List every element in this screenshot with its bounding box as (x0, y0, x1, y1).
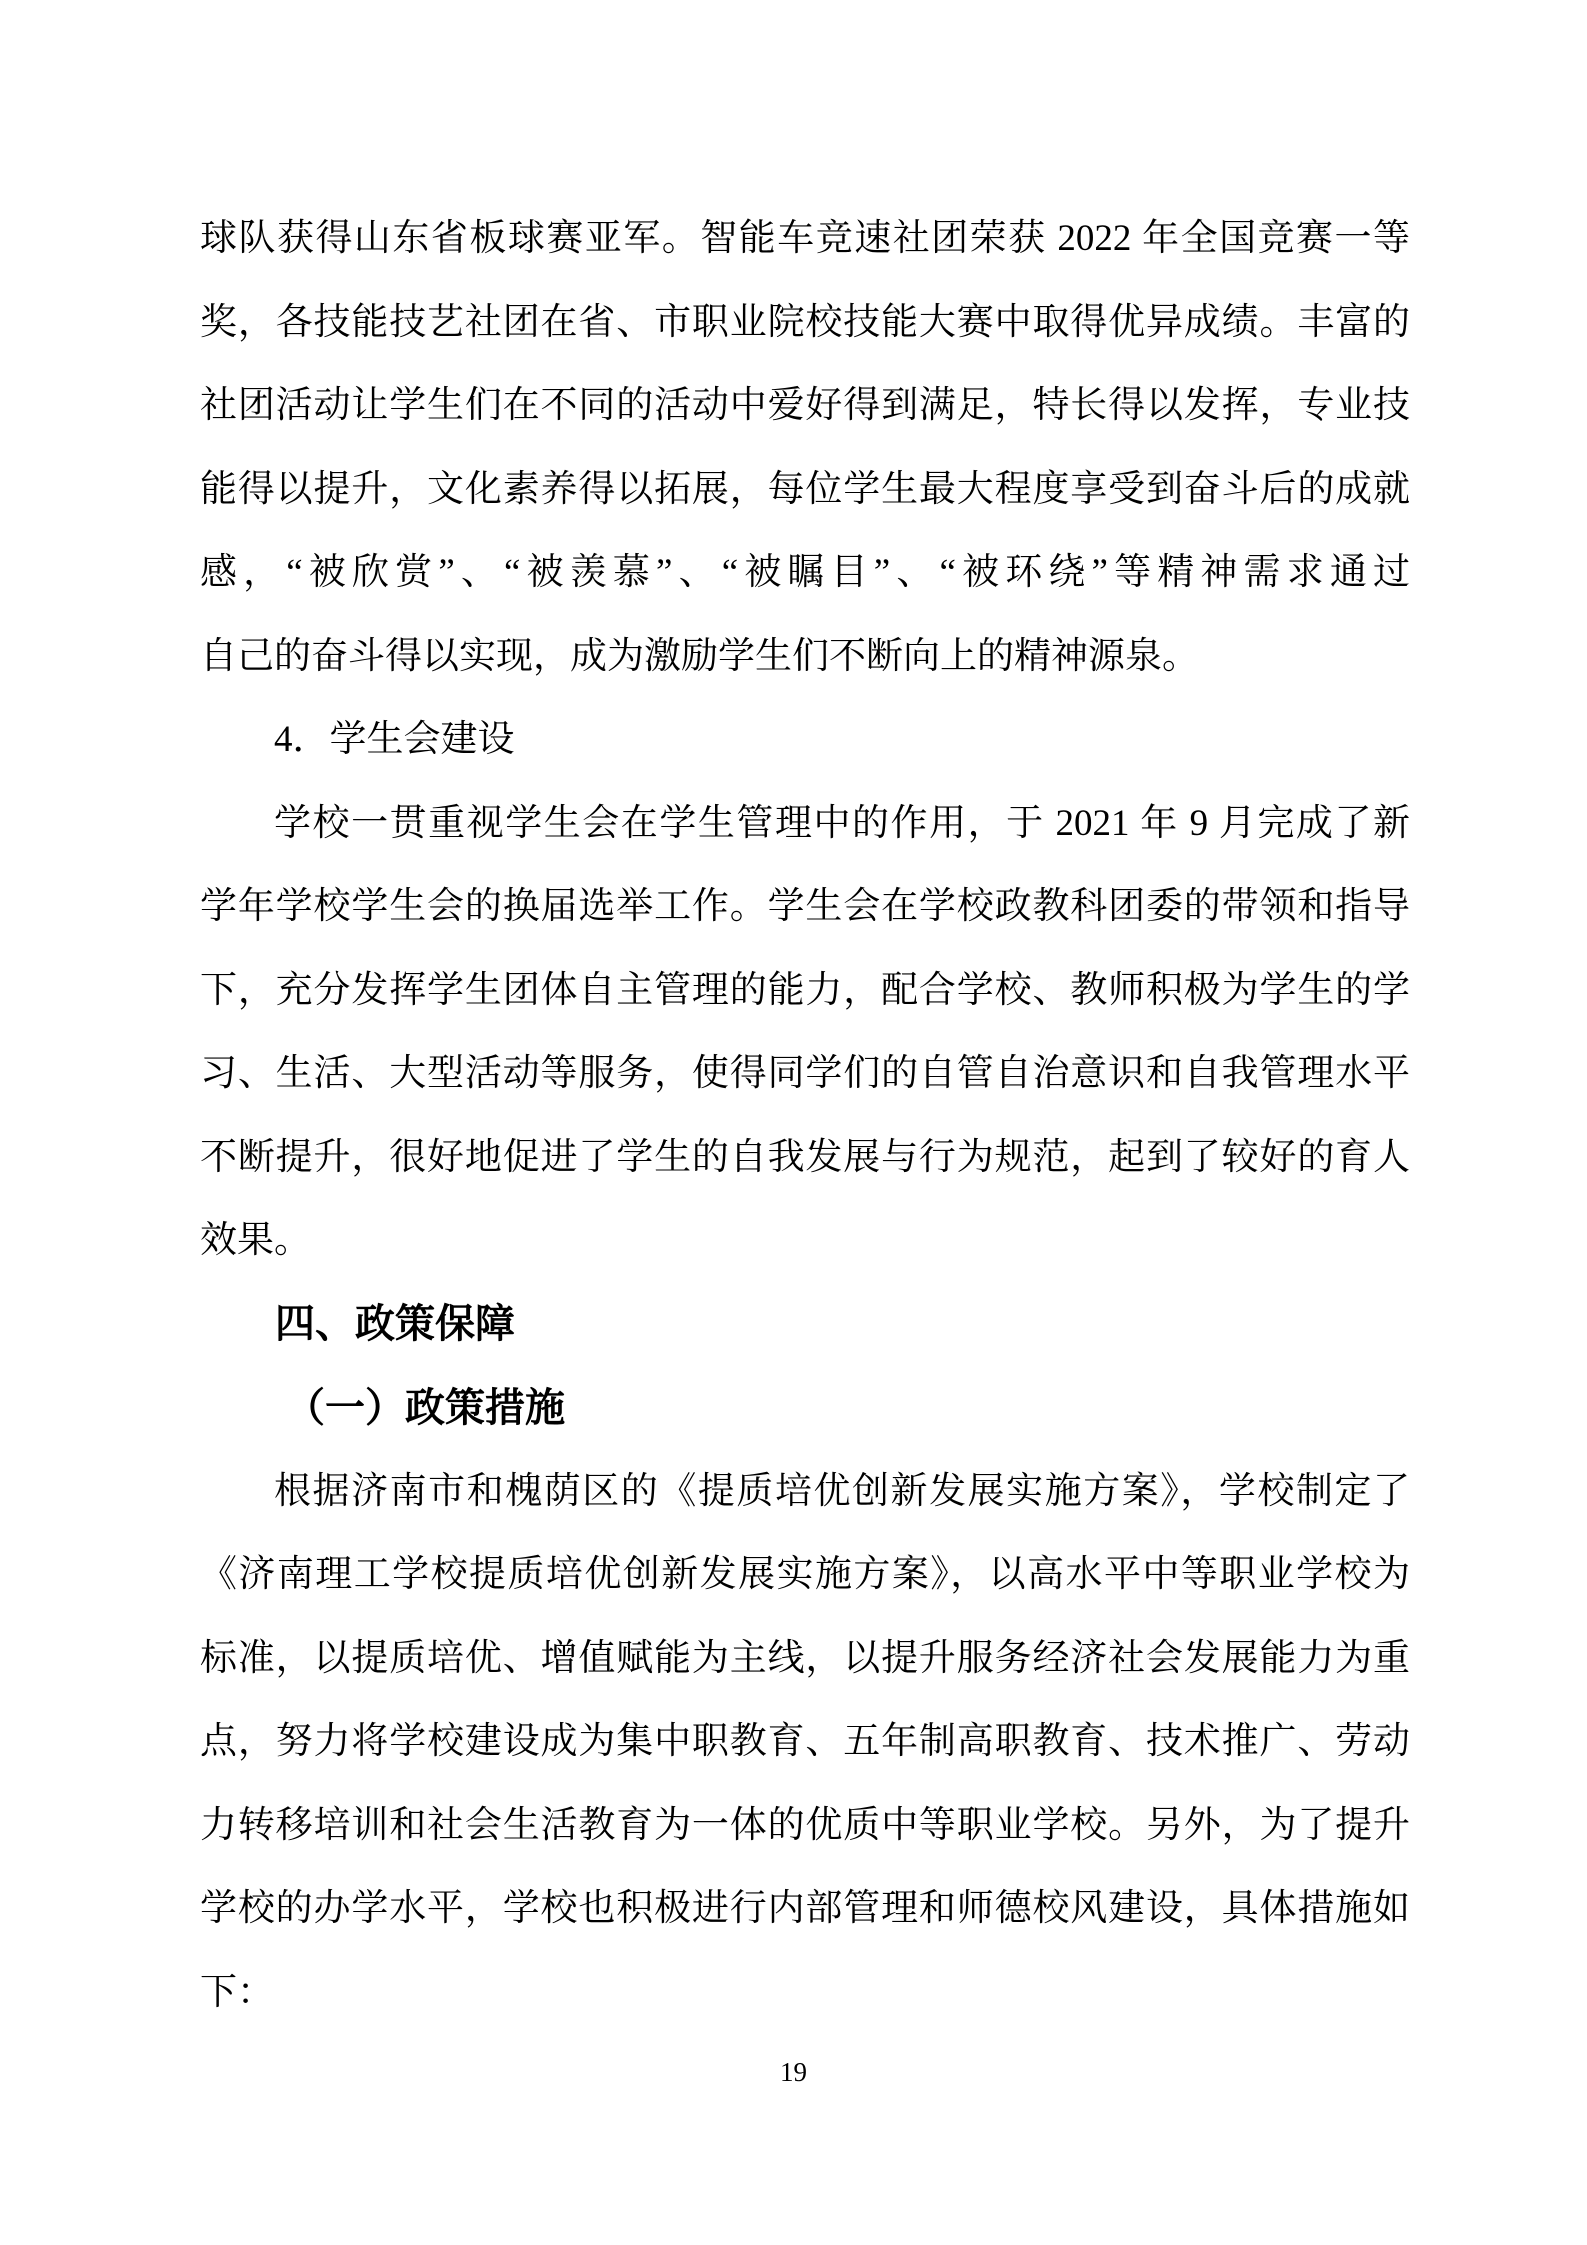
text-line: 下： (200, 1971, 274, 2013)
subsection-heading: （一）政策措施 (285, 1385, 565, 1430)
text-line: 不断提升，很好地促进了学生的自我发展与行为规范，起到了较好的育人 (200, 1136, 1410, 1178)
text-line: 《济南理工学校提质培优创新发展实施方案》，以高水平中等职业学校为 (200, 1554, 1410, 1595)
numbered-subhead: 4．学生会建设 (274, 719, 515, 760)
text-line: 习、生活、大型活动等服务，使得同学们的自管自治意识和自我管理水平 (200, 1053, 1410, 1094)
text-line: 学年学校学生会的换届选举工作。学生会在学校政教科团委的带领和指导 (200, 886, 1410, 927)
document-body (200, 197, 1410, 2034)
text-line: 点，努力将学校建设成为集中职教育、五年制高职教育、技术推广、劳动 (200, 1721, 1410, 1762)
page-number: 19 (780, 2057, 807, 2087)
text-line: 学校的办学水平，学校也积极进行内部管理和师德校风建设，具体措施如 (200, 1888, 1410, 1929)
section-heading: 四、政策保障 (275, 1301, 515, 1346)
text-line: 力转移培训和社会生活教育为一体的优质中等职业学校。另外，为了提升 (200, 1804, 1410, 1846)
text-line: 球队获得山东省板球赛亚军。智能车竞速社团荣获 2022 年全国竞赛一等 (200, 218, 1410, 259)
text-line: 奖，各技能技艺社团在省、市职业院校技能大赛中取得优异成绩。丰富的 (200, 301, 1410, 343)
text-line: 感，“被欣赏”、“被羡慕”、“被瞩目”、“被环绕”等精神需求通过 (200, 552, 1410, 593)
text-line: 社团活动让学生们在不同的活动中爱好得到满足，特长得以发挥，专业技 (200, 385, 1410, 426)
text-line: 下，充分发挥学生团体自主管理的能力，配合学校、教师积极为学生的学 (200, 969, 1410, 1011)
text-line: 根据济南市和槐荫区的《提质培优创新发展实施方案》，学校制定了 (274, 1470, 1410, 1512)
text-line: 标准，以提质培优、增值赋能为主线，以提升服务经济社会发展能力为重 (200, 1637, 1410, 1679)
text-line: 效果。 (200, 1220, 311, 1261)
text-line: 自己的奋斗得以实现，成为激励学生们不断向上的精神源泉。 (200, 635, 1199, 677)
text-line: 能得以提升，文化素养得以拓展，每位学生最大程度享受到奋斗后的成就 (200, 468, 1410, 510)
text-line: 学校一贯重视学生会在学生管理中的作用，于 2021 年 9 月完成了新 (274, 802, 1410, 844)
